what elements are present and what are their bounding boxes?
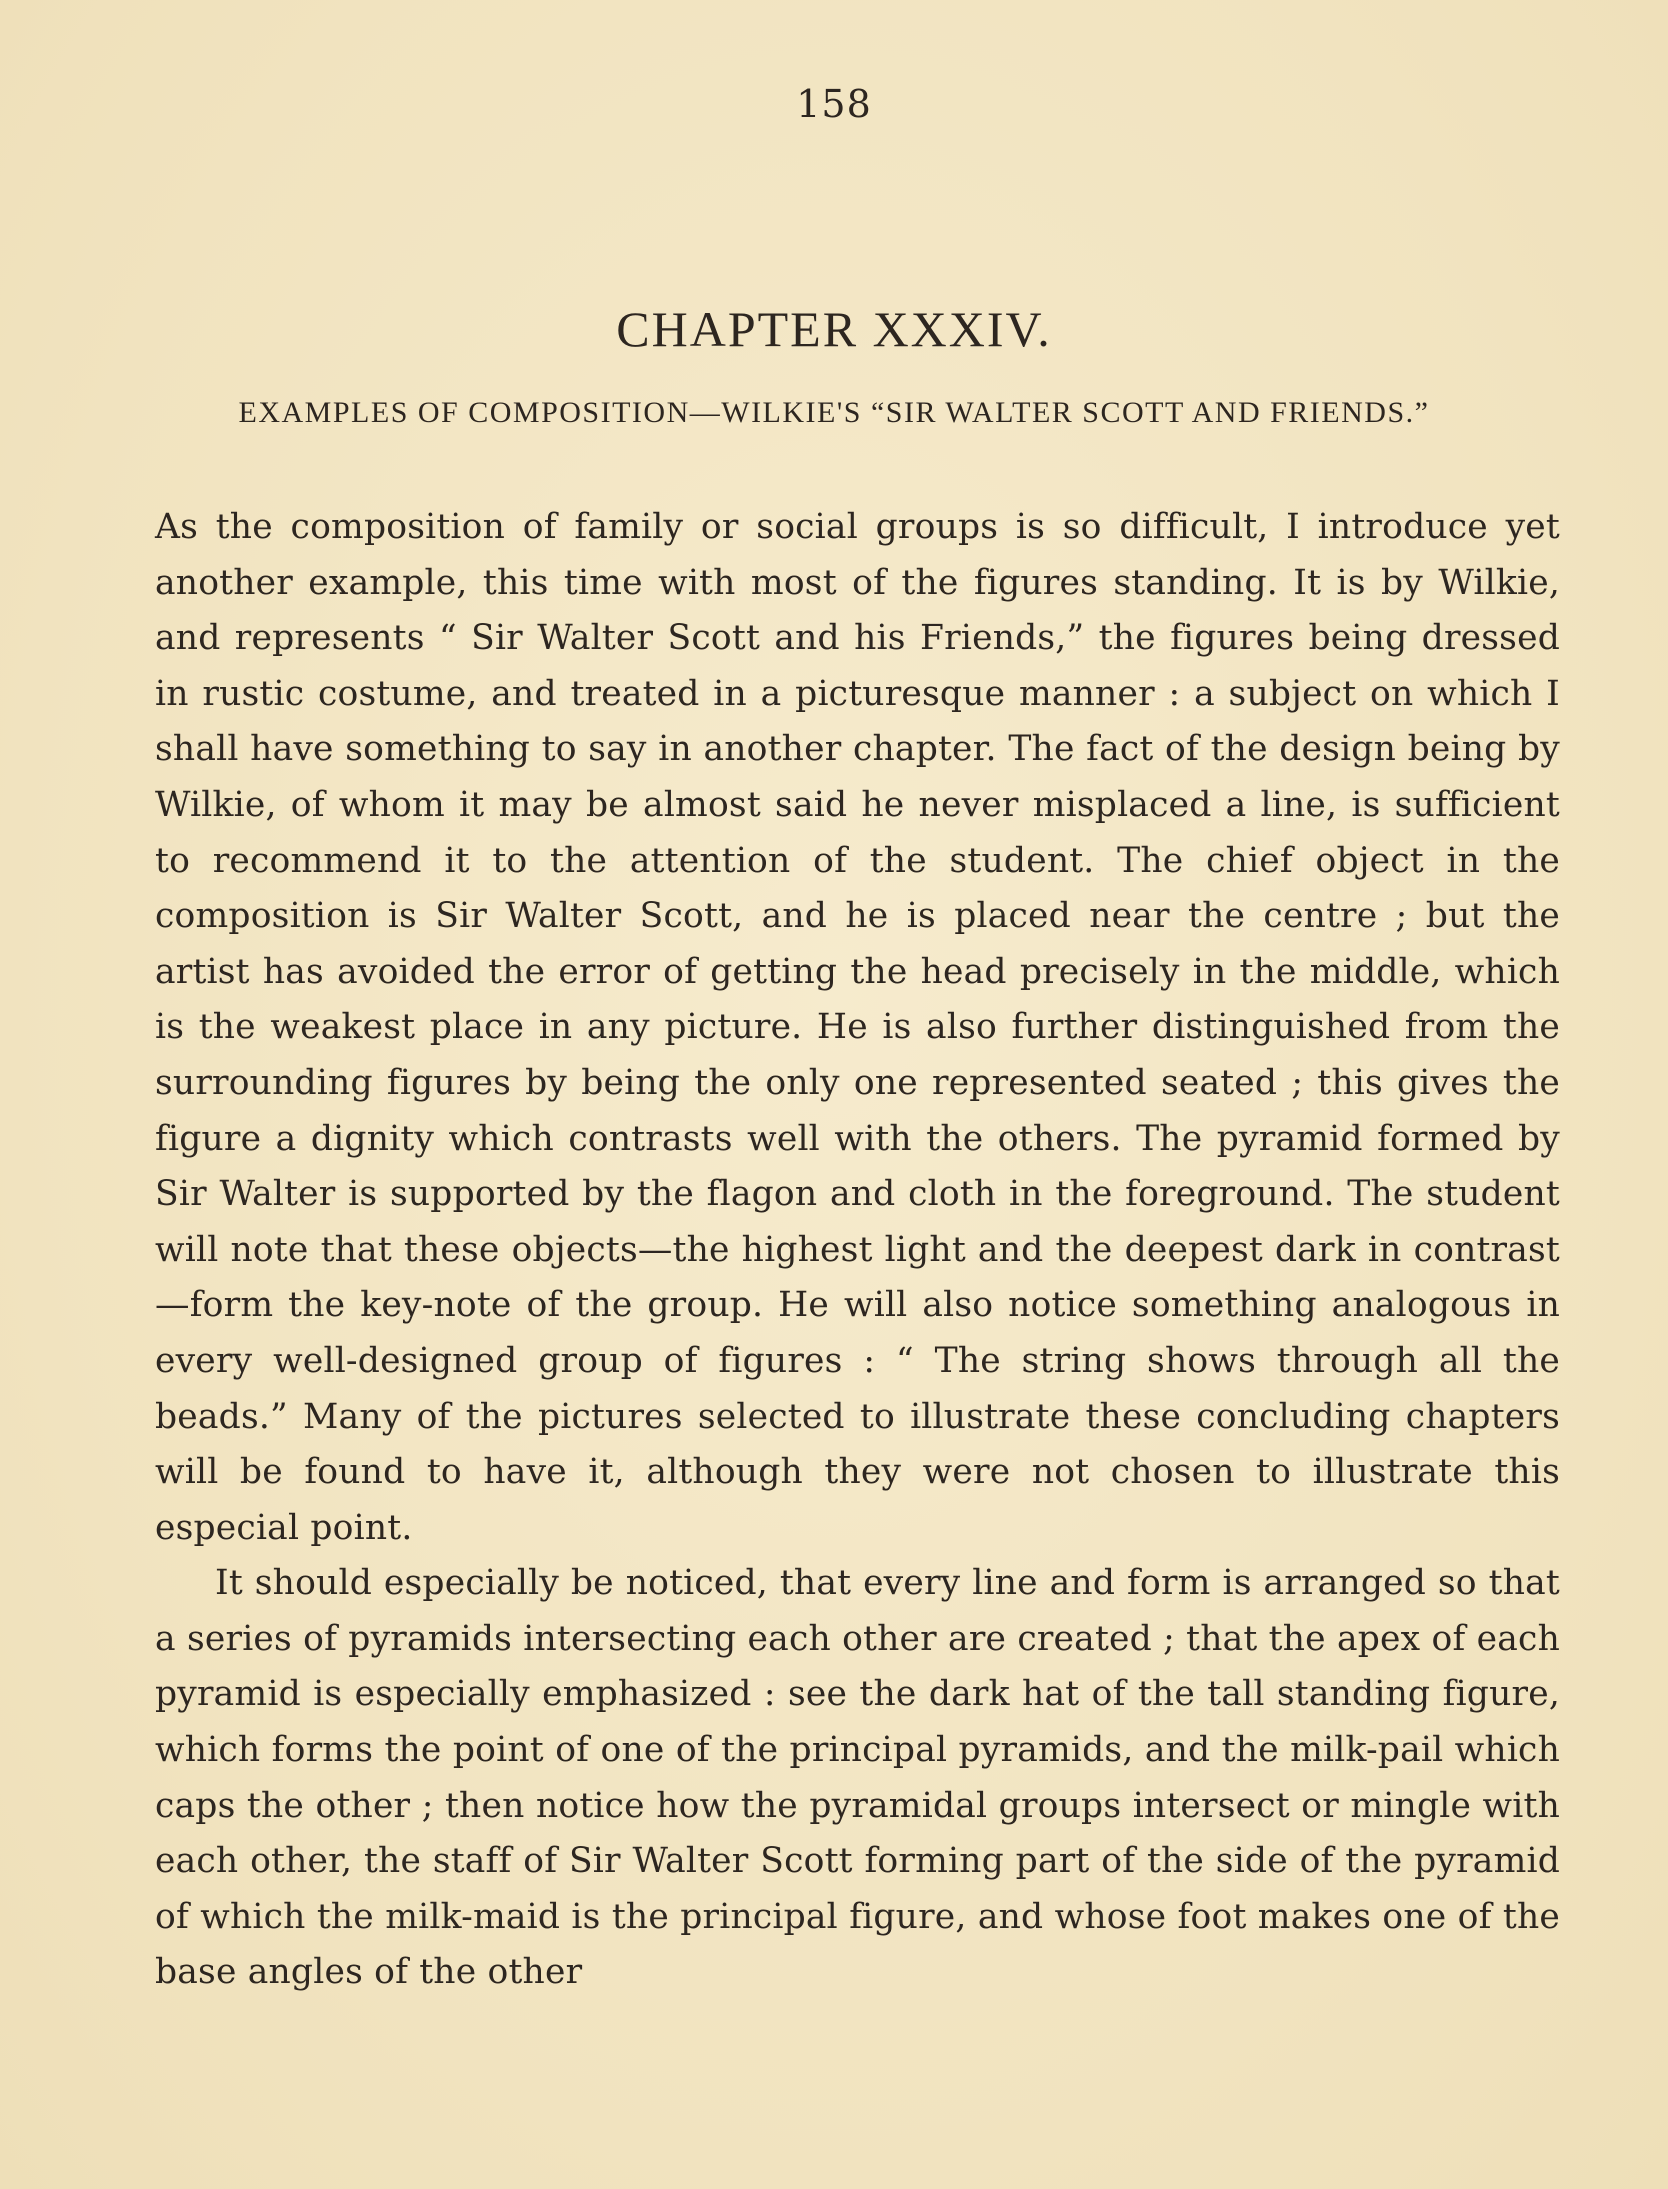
chapter-subtitle: EXAMPLES OF COMPOSITION—WILKIE'S “SIR WALTER SCOTT AND FRIENDS.” [238,396,1430,429]
body-text [155,500,1560,2001]
page-number: 158 [796,82,872,126]
paragraph-2: It should especially be noticed, that every line and form is arranged so that a series of pyramids intersecting each other are created ; that the apex of each pyramid is especially emphasized : see the dark hat of the tall standing figure, which forms the point of one of the principal pyramids, and the milk-pail which caps the other ; then notice how the pyramidal groups intersect or mingle with each other, the staff of Sir Walter Scott forming part of the side of the pyramid of which the milk-maid is the principal figure, and whose foot makes one of the base angles of the other [155,1563,1560,1993]
paragraph-1: As the composition of family or social groups is so difficult, I introduce yet another example, this time with most of the figures standing. It is by Wilkie, and represents “ Sir Walter Scott and his Friends,” the figures being dressed in rustic costume, and treated in a picturesque manner : a subject on which I shall have something to say in another chapter. The fact of the design being by Wilkie, of whom it may be almost said he never misplaced a line, is sufficient to recommend it to the attention of the student. The chief object in the composition is Sir Walter Scott, and he is placed near the centre ; but the artist has avoided the error of getting the head precisely in the middle, which is the weakest place in any picture. He is also further distinguished from the surrounding figures by being the only one represented seated ; this gives the figure a dignity which contrasts well with the others. The pyramid formed by Sir Walter is supported by the flagon and cloth in the foreground. The student will note that these objects—the highest light and the deepest dark in contrast—form the key-note of the group. He will also notice something analogous in every well-designed group of figures : “ The string shows through all the beads.” Many of the pictures selected to illustrate these concluding chapters will be found to have it, although they were not chosen to illustrate this especial point. [155,507,1560,1548]
chapter-title: CHAPTER XXXIV. [616,301,1052,357]
